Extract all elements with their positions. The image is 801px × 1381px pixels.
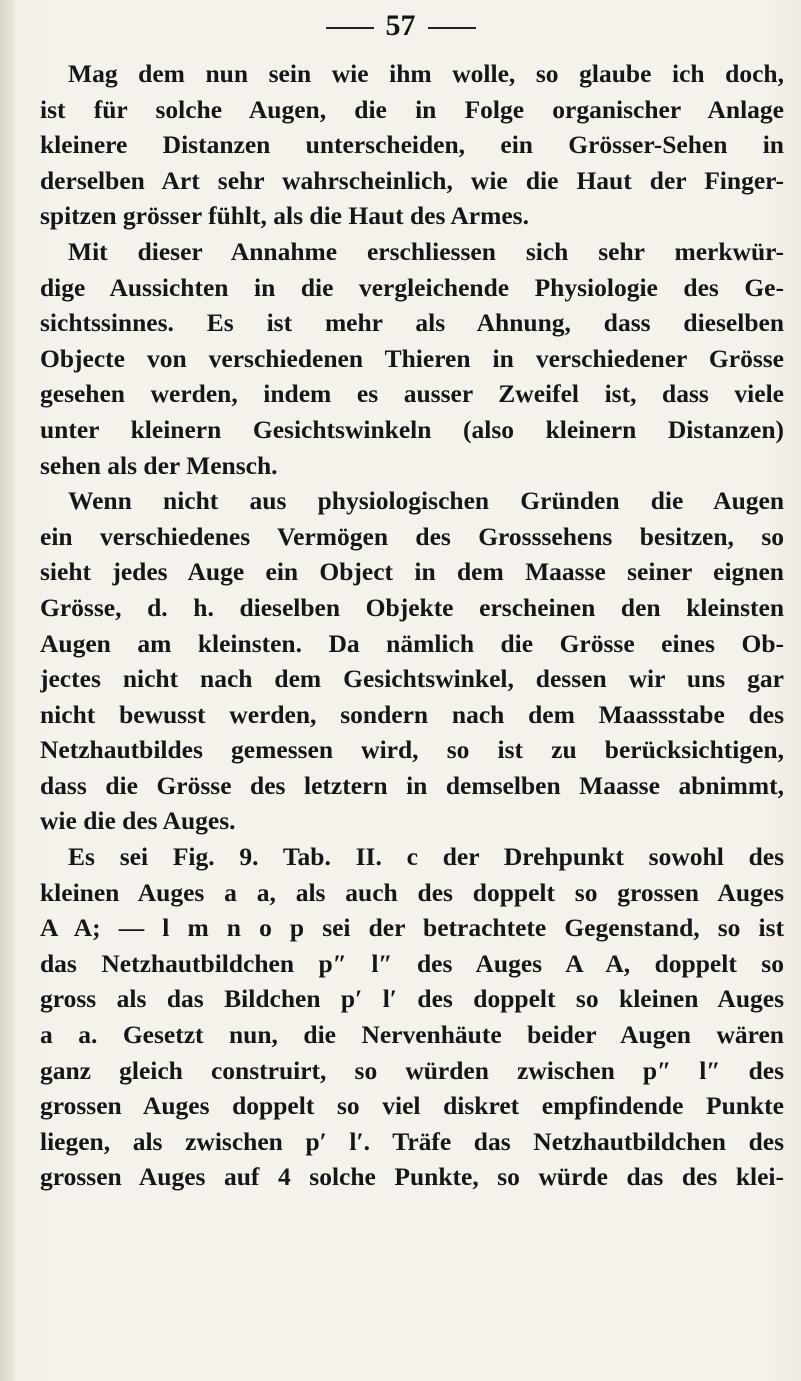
text-line: gross als das Bildchen p′ l′ des doppelt so kleinen Auges xyxy=(40,984,784,1014)
text-line: ein verschiedenes Vermögen des Grosssehens besitzen, so xyxy=(40,521,784,551)
text-line: unter kleinern Gesichtswinkeln (also kleinern Distanzen) xyxy=(40,414,784,444)
text-line: spitzen grösser fühlt, als die Haut des Armes. xyxy=(40,201,529,231)
text-line: gesehen werden, indem es ausser Zweifel ist, dass viele xyxy=(40,379,784,409)
text-line: das Netzhautbildchen p″ l″ des Auges A A, doppelt so xyxy=(40,948,784,978)
text-line: ist für solche Augen, die in Folge organischer Anlage xyxy=(40,94,784,124)
text-line: grossen Auges doppelt so viel diskret empfindende Punkte xyxy=(40,1091,784,1121)
text-line: Mit dieser Annahme erschliessen sich sehr merkwür- xyxy=(68,236,784,266)
text-line: ganz gleich construirt, so würden zwischen p″ l″ des xyxy=(40,1055,784,1085)
text-line: Grösse, d. h. dieselben Objekte erscheinen den kleinsten xyxy=(40,592,784,622)
text-line: jectes nicht nach dem Gesichtswinkel, dessen wir uns gar xyxy=(40,664,784,694)
text-line: grossen Auges auf 4 solche Punkte, so würde das des klei- xyxy=(40,1162,784,1192)
text-line: Objecte von verschiedenen Thieren in verschiedener Grösse xyxy=(40,343,784,373)
text-line: dige Aussichten in die vergleichende Physiologie des Ge- xyxy=(40,272,784,302)
page-header xyxy=(0,6,801,46)
text-line: Augen am kleinsten. Da nämlich die Grösse eines Ob- xyxy=(40,628,784,658)
header-rule-right xyxy=(428,27,476,29)
text-line: dass die Grösse des letztern in demselben Maasse abnimmt, xyxy=(40,770,784,800)
body-text xyxy=(40,56,784,1195)
text-line: kleinere Distanzen unterscheiden, ein Grösser-Sehen in xyxy=(40,130,784,160)
binding-gutter xyxy=(0,0,14,1381)
text-line: A A; — l m n o p sei der betrachtete Gegenstand, so ist xyxy=(40,913,784,943)
text-line: nicht bewusst werden, sondern nach dem Maassstabe des xyxy=(40,699,784,729)
text-line: sieht jedes Auge ein Object in dem Maasse seiner eignen xyxy=(40,557,784,587)
page-number: 57 xyxy=(385,9,416,42)
text-line: sichtssinnes. Es ist mehr als Ahnung, dass dieselben xyxy=(40,308,784,338)
text-line: Mag dem nun sein wie ihm wolle, so glaube ich doch, xyxy=(68,59,784,88)
text-line: Wenn nicht aus physiologischen Gründen die Augen xyxy=(68,486,784,516)
text-line: derselben Art sehr wahrscheinlich, wie die Haut der Finger- xyxy=(40,165,784,195)
text-line: a a. Gesetzt nun, die Nervenhäute beider Augen wären xyxy=(40,1020,784,1050)
text-line: liegen, als zwischen p′ l′. Träfe das Netzhautbildchen des xyxy=(40,1126,784,1156)
text-line: Netzhautbildes gemessen wird, so ist zu berücksichtigen, xyxy=(40,735,784,765)
text-line: sehen als der Mensch. xyxy=(40,450,278,480)
text-line: Es sei Fig. 9. Tab. II. c der Drehpunkt sowohl des xyxy=(68,842,784,872)
text-line: kleinen Auges a a, als auch des doppelt so grossen Auges xyxy=(40,877,784,907)
header-rule-left xyxy=(326,27,374,29)
text-line: wie die des Auges. xyxy=(40,806,236,836)
